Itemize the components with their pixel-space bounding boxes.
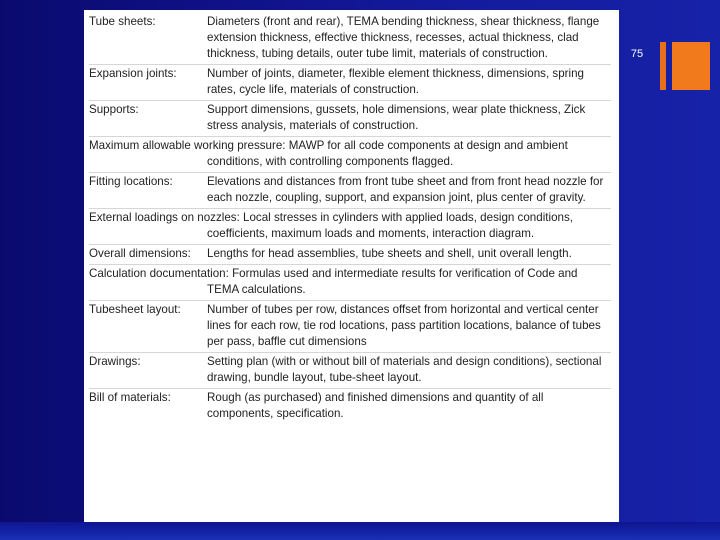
table-row-tube-sheets — [89, 13, 611, 65]
row-label: Expansion joints: — [89, 67, 177, 80]
row-label: Fitting locations: — [89, 175, 173, 188]
row-description: Setting plan (with or without bill of materials and design conditions), sectional drawing, bundle layout, tube-sheet layout. — [207, 355, 602, 384]
table-row-tubesheet-layout — [89, 301, 611, 353]
accent-block — [672, 42, 710, 90]
row-description: Diameters (front and rear), TEMA bending thickness, shear thickness, flange extension thickness, effective thickness, recesses, actual thickness, clad thickness, tubing details, outer tube limit, materials of construction. — [207, 15, 600, 60]
row-full-text: External loadings on nozzles: Local stresses in cylinders with applied loads, design conditions, coefficients, maximum loads and moments, interaction diagram. — [89, 211, 573, 240]
row-label: Drawings: — [89, 355, 141, 368]
table-row-external-loadings — [89, 209, 611, 245]
table-row-mawp — [89, 137, 611, 173]
row-description: Number of joints, diameter, flexible element thickness, dimensions, spring rates, cycle life, materials of construction. — [207, 67, 584, 96]
table-row-supports — [89, 101, 611, 137]
table-row-fitting-locations — [89, 173, 611, 209]
row-label: Bill of materials: — [89, 391, 171, 404]
document-page — [84, 10, 619, 522]
accent-bar — [660, 42, 666, 90]
row-label: Overall dimensions: — [89, 247, 191, 260]
row-label: Tube sheets: — [89, 15, 156, 28]
table-row-calculation-documentation — [89, 265, 611, 301]
row-description: Lengths for head assemblies, tube sheets and shell, unit overall length. — [207, 247, 572, 260]
table-row-overall-dimensions — [89, 245, 611, 265]
row-description: Elevations and distances from front tube sheet and from front head nozzle for each nozzle, coupling, support, and expansion joint, plus center of gravity. — [207, 175, 604, 204]
table-row-bill-of-materials — [89, 389, 611, 424]
slide-number: 75 — [630, 48, 644, 60]
table-row-expansion-joints — [89, 65, 611, 101]
row-label: Supports: — [89, 103, 139, 116]
row-full-text: Maximum allowable working pressure: MAWP for all code components at design and ambient conditions, with controlling components flagged. — [89, 139, 568, 168]
footer-band — [0, 522, 720, 540]
row-full-text: Calculation documentation: Formulas used and intermediate results for verification of Code and TEMA calculations. — [89, 267, 578, 296]
specification-table — [89, 13, 611, 424]
row-label: Tubesheet layout: — [89, 303, 181, 316]
row-description: Rough (as purchased) and finished dimensions and quantity of all components, specification. — [207, 391, 544, 420]
row-description: Number of tubes per row, distances offset from horizontal and vertical center lines for each row, tie rod locations, pass partition locations, balance of tubes per pass, baffle cut dimensions — [207, 303, 601, 348]
row-description: Support dimensions, gussets, hole dimensions, wear plate thickness, Zick stress analysis, materials of construction. — [207, 103, 586, 132]
table-row-drawings — [89, 353, 611, 389]
